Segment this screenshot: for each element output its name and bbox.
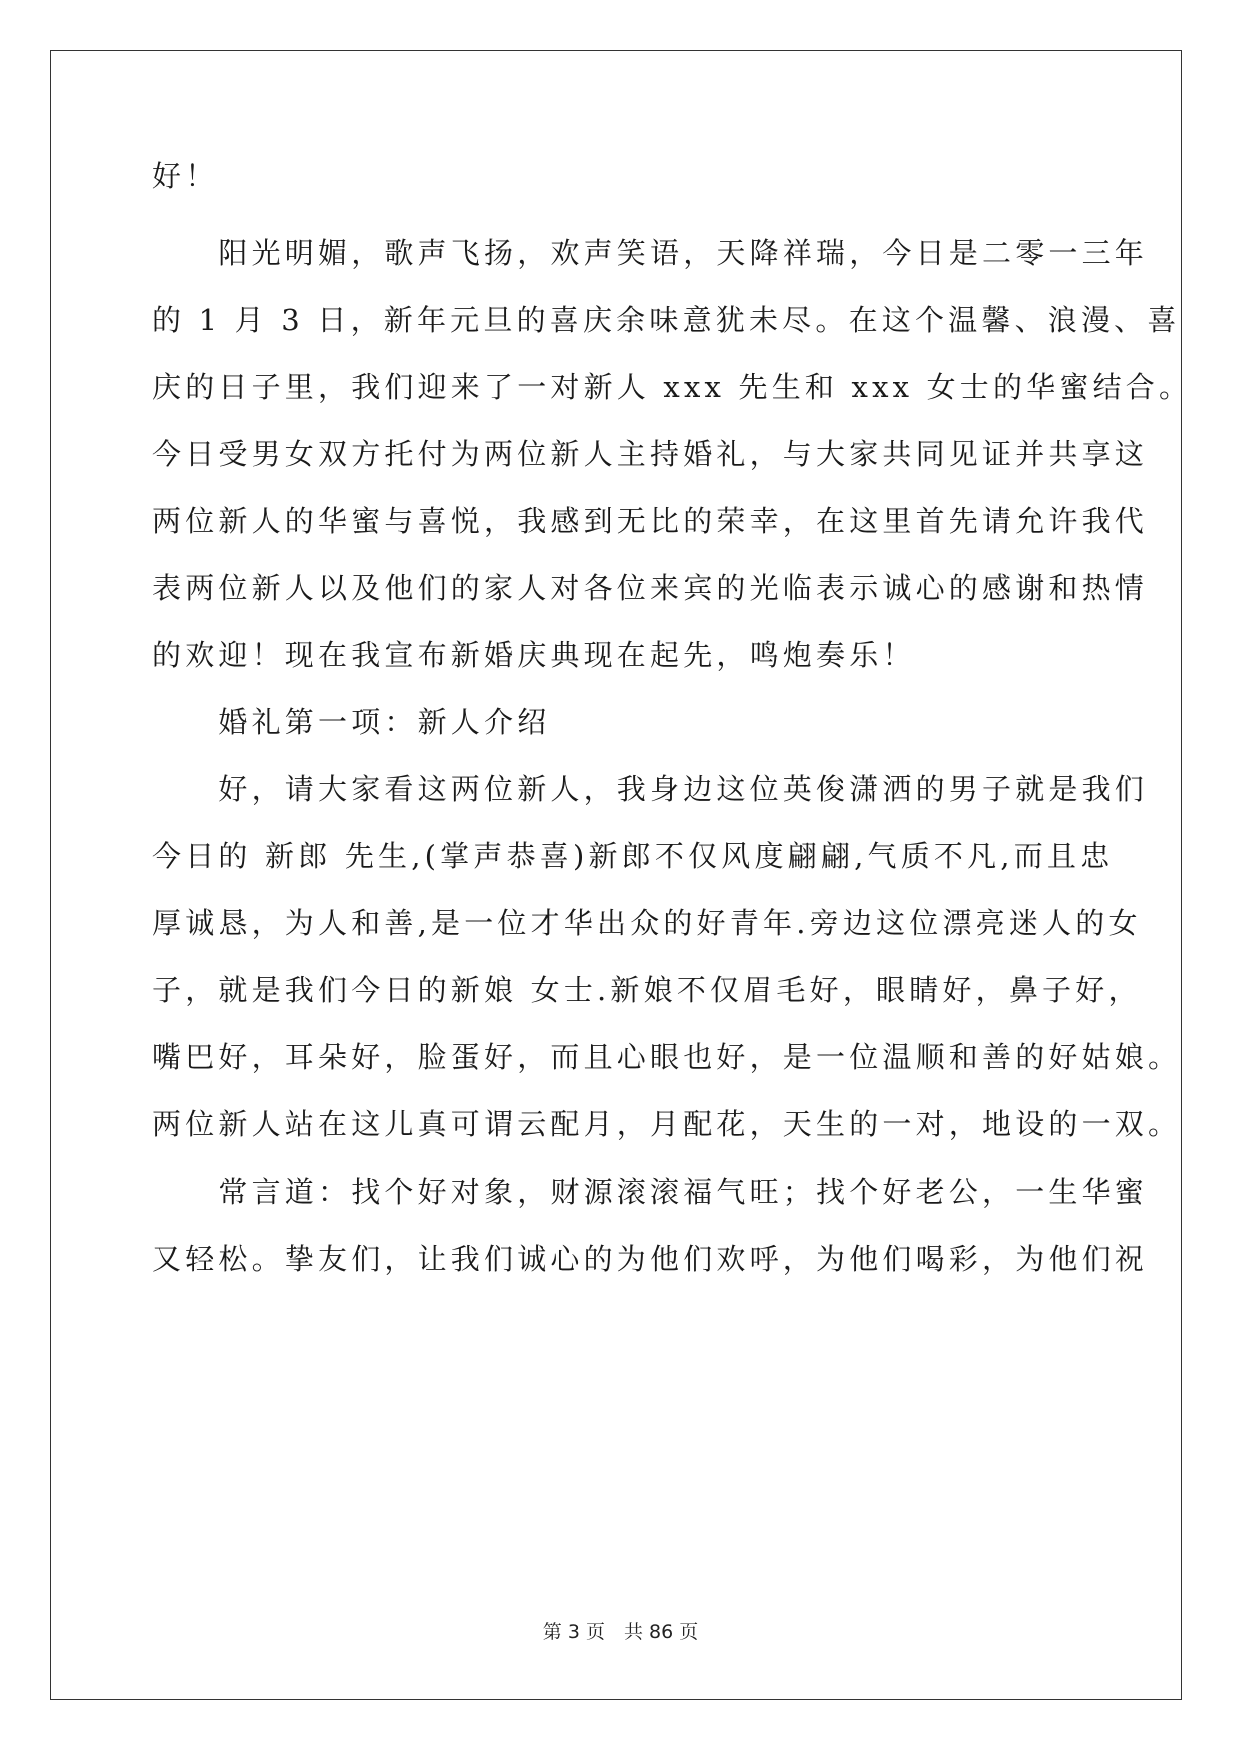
text-line: 子，就是我们今日的新娘 女士.新娘不仅眉毛好，眼睛好，鼻子好，	[152, 973, 1142, 1007]
text-line: 好！	[152, 159, 219, 193]
section-heading: 婚礼第一项：新人介绍	[152, 705, 551, 739]
text-line: 两位新人站在这儿真可谓云配月，月配花，天生的一对，地设的一双。	[152, 1107, 1182, 1141]
text-line: 常言道：找个好对象，财源滚滚福气旺；找个好老公，一生华蜜	[152, 1175, 1149, 1209]
text-line: 又轻松。挚友们，让我们诚心的为他们欢呼，为他们喝彩，为他们祝	[152, 1242, 1149, 1276]
text-line: 嘴巴好，耳朵好，脸蛋好，而且心眼也好，是一位温顺和善的好姑娘。	[152, 1040, 1182, 1074]
page-number-footer: 第 3 页 共 86 页	[542, 1621, 699, 1643]
text-line: 厚诚恳，为人和善,是一位才华出众的好青年.旁边这位漂亮迷人的女	[152, 906, 1142, 940]
text-line: 的欢迎！现在我宣布新婚庆典现在起先，鸣炮奏乐！	[152, 638, 916, 672]
text-line: 表两位新人以及他们的家人对各位来宾的光临表示诚心的感谢和热情	[152, 571, 1149, 605]
text-line: 的 1 月 3 日，新年元旦的喜庆余味意犹未尽。在这个温馨、浪漫、喜	[152, 303, 1181, 337]
text-line: 好，请大家看这两位新人，我身边这位英俊潇洒的男子就是我们	[152, 772, 1149, 806]
text-line: 庆的日子里，我们迎来了一对新人 xxx 先生和 xxx 女士的华蜜结合。	[152, 370, 1193, 404]
text-line: 两位新人的华蜜与喜悦，我感到无比的荣幸，在这里首先请允许我代	[152, 504, 1149, 538]
text-line: 今日受男女双方托付为两位新人主持婚礼，与大家共同见证并共享这	[152, 437, 1149, 471]
text-line: 阳光明媚，歌声飞扬，欢声笑语，天降祥瑞，今日是二零一三年	[152, 236, 1149, 270]
text-line: 今日的 新郎 先生,(掌声恭喜)新郎不仅风度翩翩,气质不凡,而且忠	[152, 839, 1114, 873]
